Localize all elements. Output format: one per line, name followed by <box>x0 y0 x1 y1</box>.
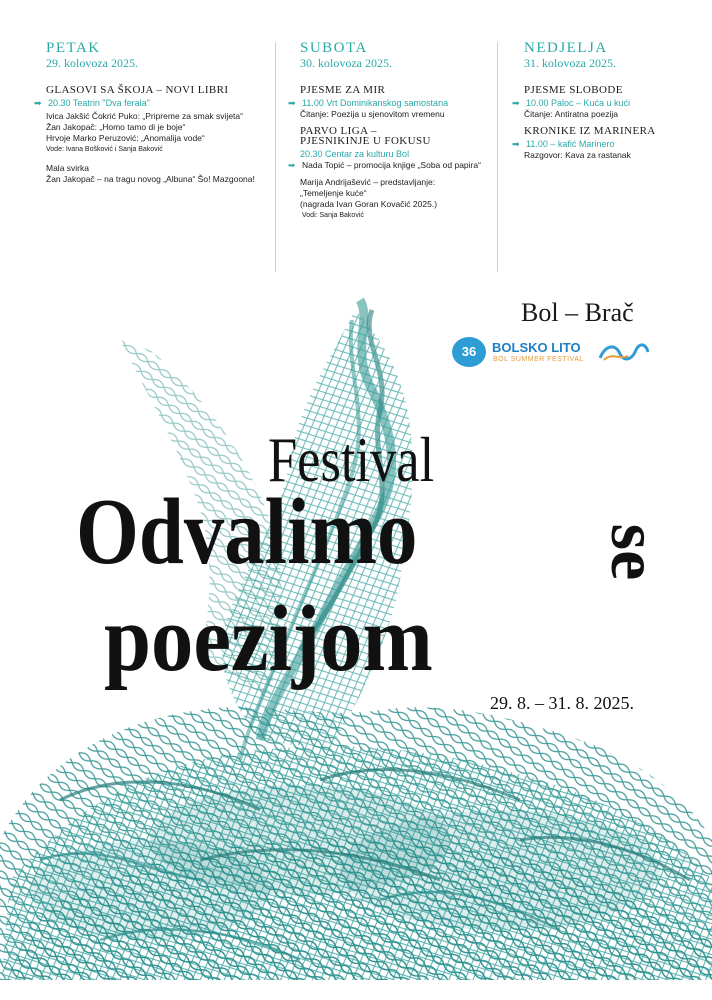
arrow-right-icon: ➡ <box>512 139 520 149</box>
event-time-text: 10.00 Paloc – Kuća u kući <box>526 98 631 108</box>
arrow-right-icon: ➡ <box>34 98 42 108</box>
event-time-text: 20.30 Teatrin "Dva ferala" <box>48 98 150 108</box>
day-column-subota <box>288 40 492 221</box>
event-extra: Mala svirka <box>46 163 89 173</box>
event-venue: 20.30 Centar za kulturu Bol <box>300 149 410 159</box>
event-line: Hrvoje Marko Peruzović: „Anomalija vode“ <box>46 133 205 143</box>
day-date: 31. kolovoza 2025. <box>524 56 616 70</box>
event-line: Ivica Jakšić Čokrić Puko: „Pripreme za smak svijeta“ <box>46 111 243 121</box>
event-title: PJESME ZA MIR <box>300 84 386 96</box>
title-line-2: poezijom <box>104 587 433 691</box>
day-column-petak <box>34 40 268 185</box>
day-name: PETAK <box>46 40 101 56</box>
arrow-right-icon: ➡ <box>512 98 520 108</box>
bolsko-lito-logo-icon: 36 <box>452 337 486 367</box>
event-time <box>288 97 492 109</box>
event-line: „Temeljenje kuće“ <box>300 188 367 198</box>
logo-subtitle: BOL SUMMER FESTIVAL <box>493 356 584 363</box>
event-moderator: Vodi: Sanja Baković <box>302 212 364 219</box>
event-title: PARVO LIGA – <box>300 125 377 137</box>
event-time-text: Nada Topić – promocija knjige „Soba od papira“ <box>302 160 481 170</box>
event-time <box>288 160 492 171</box>
event-line: Razgovor: Kava za rastanak <box>524 150 631 160</box>
column-divider <box>275 42 276 272</box>
title-line-1: Odvalimo <box>76 480 418 584</box>
event-time <box>512 138 704 150</box>
event-time-text: 11.00 – kafić Marinero <box>526 139 615 149</box>
event-line: Čitanje: Poezija u sjenovitom vremenu <box>300 109 445 119</box>
festival-date-range: 29. 8. – 31. 8. 2025. <box>490 693 634 713</box>
event-time <box>34 97 268 109</box>
event-title: PJESME SLOBODE <box>524 84 623 96</box>
event-moderator: Vode: Ivana Bošković i Sanja Baković <box>46 146 163 153</box>
event-line: (nagrada Ivan Goran Kovačić 2025.) <box>300 199 438 209</box>
day-date: 30. kolovoza 2025. <box>300 56 392 70</box>
event-time-text: 11.00 Vrt Dominikanskog samostana <box>302 98 449 108</box>
arrow-right-icon: ➡ <box>288 160 296 170</box>
event-title: PJESNIKINJE U FOKUSU <box>300 135 431 147</box>
day-column-nedjelja <box>512 40 704 161</box>
festival-label: Festival <box>268 424 435 495</box>
bol-wave-logo-icon <box>598 340 650 364</box>
event-title: KRONIKE IZ MARINERA <box>524 125 656 137</box>
event-line: Žan Jakopač: „Homo tamo di je boje“ <box>46 122 186 132</box>
location-label: Bol – Brač <box>521 298 634 327</box>
event-line: Marija Andrijašević – predstavljanje: <box>300 177 436 187</box>
day-date: 29. kolovoza 2025. <box>46 56 138 70</box>
arrow-right-icon: ➡ <box>288 98 296 108</box>
day-name: NEDJELJA <box>524 40 608 56</box>
event-time <box>512 97 704 109</box>
column-divider <box>497 42 498 272</box>
event-line: Čitanje: Antiratna poezija <box>524 109 619 119</box>
event-extra: Žan Jakopač – na tragu novog „Albuna“ Šo! Mazgoona! <box>46 174 255 184</box>
logo-title: BOLSKO LITO <box>492 340 581 355</box>
day-name: SUBOTA <box>300 40 368 56</box>
title-word-se: se <box>597 523 673 581</box>
event-title: GLASOVI SA ŠKOJA – NOVI LIBRI <box>46 84 229 96</box>
